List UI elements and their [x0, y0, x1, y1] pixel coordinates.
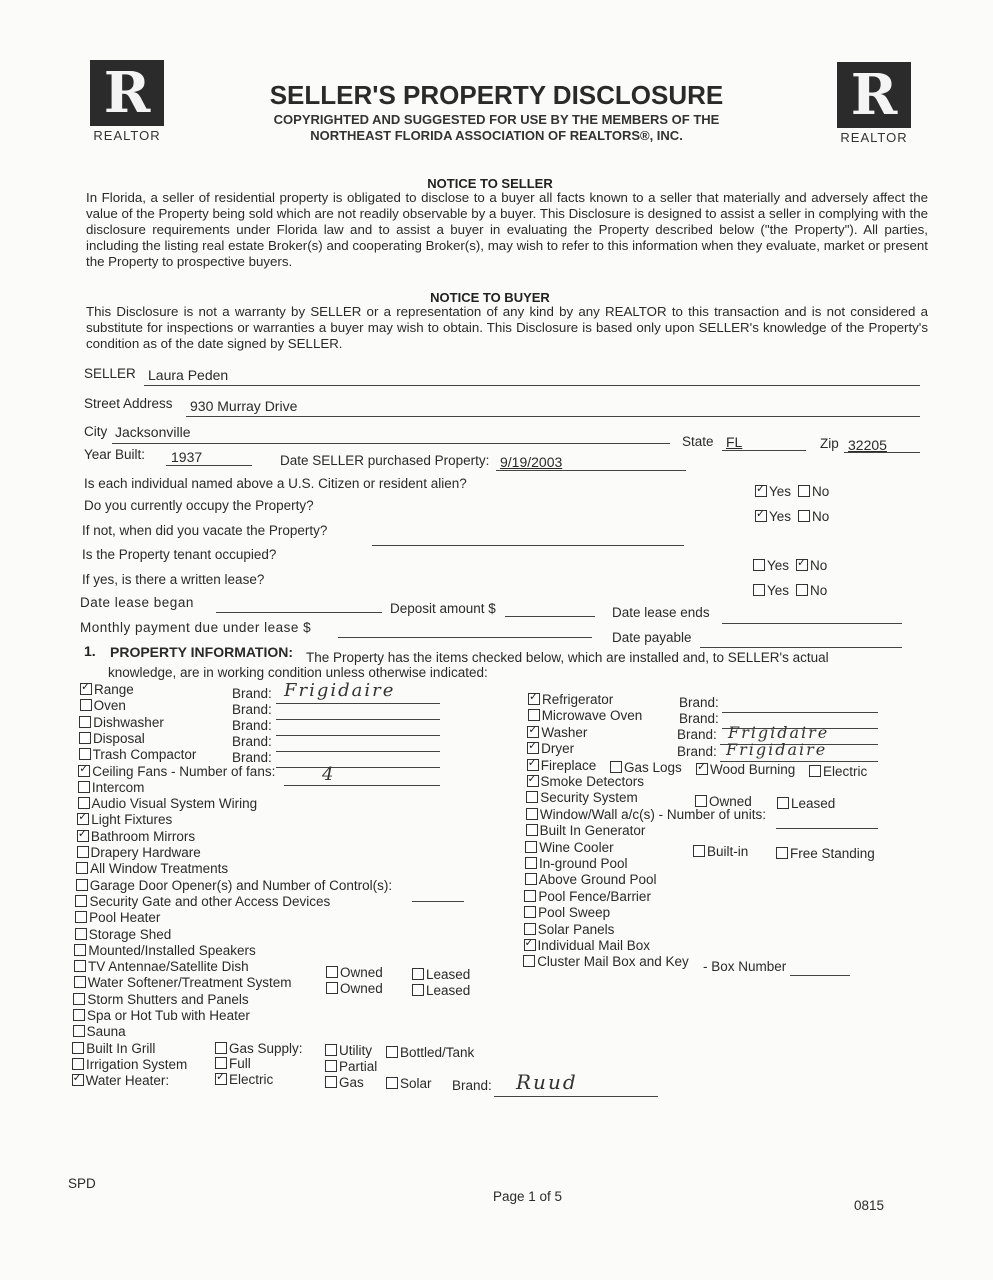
electric-fireplace-option[interactable]: Electric: [809, 764, 867, 779]
citizen-yes-option[interactable]: ✓Yes: [755, 484, 791, 499]
ac-units-line: [776, 828, 878, 829]
seller-label: SELLER: [84, 366, 136, 381]
question-tenant: Is the Property tenant occupied?: [82, 547, 277, 562]
lease-no-option[interactable]: No: [796, 583, 827, 598]
street-line: [186, 416, 920, 417]
footer-revision: 0815: [854, 1198, 885, 1213]
item-dryer-checkbox[interactable]: [527, 742, 539, 754]
item-built-in-generator[interactable]: [526, 823, 646, 838]
item-intercom[interactable]: [78, 780, 145, 795]
city-line: [112, 443, 670, 444]
subtitle-line2: NORTHEAST FLORIDA ASSOCIATION OF REALTORS®, INC.: [310, 128, 683, 143]
disposal-brand-line: [276, 751, 440, 752]
occupy-yes-checkbox[interactable]: [755, 510, 767, 522]
zip-label: Zip: [820, 436, 839, 451]
item-wine-cooler-checkbox[interactable]: [525, 841, 537, 853]
state-line: [722, 450, 806, 451]
item-mounted-installed-speakers-label: Mounted/Installed Speakers: [88, 942, 256, 958]
item-range[interactable]: [80, 682, 134, 697]
item-individual-mail-box[interactable]: [524, 938, 651, 953]
item-pool-heater-label: Pool Heater: [89, 910, 161, 926]
item-washer-label: Washer: [541, 724, 588, 740]
item-garage-door-opener[interactable]: [76, 878, 392, 893]
item-bathroom-mirrors-checkbox[interactable]: [77, 830, 89, 842]
item-audio-visual-system-label: Audio Visual System Wiring: [91, 796, 258, 812]
item-individual-mail-box-checkbox[interactable]: [524, 939, 536, 951]
lease-ends-label: Date lease ends: [612, 605, 710, 620]
security-leased-option[interactable]: Leased: [777, 796, 835, 811]
item-water-heater-checkbox[interactable]: [72, 1074, 84, 1086]
item-dishwasher-label: Dishwasher: [93, 714, 164, 730]
purchased-line: [496, 470, 686, 471]
item-tv-antennae-satellite-label: TV Antennae/Satellite Dish: [88, 959, 249, 975]
item-audio-visual-system[interactable]: [78, 796, 258, 811]
item-built-in-generator-label: Built In Generator: [539, 823, 646, 839]
item-garage-door-opener-checkbox[interactable]: [76, 879, 88, 891]
item-tv-antennae-satellite[interactable]: [74, 959, 249, 974]
item-water-heater[interactable]: [72, 1073, 170, 1088]
item-dryer-label: Dryer: [541, 741, 575, 757]
deposit-label: Deposit amount $: [390, 601, 496, 616]
item-water-heater-label: Water Heater:: [85, 1073, 170, 1089]
item-range-checkbox[interactable]: [80, 683, 92, 695]
dishwasher-brand-line: [276, 735, 440, 736]
item-wine-cooler-label: Wine Cooler: [539, 839, 614, 855]
item-refrigerator-label: Refrigerator: [542, 692, 614, 707]
item-washer[interactable]: [527, 725, 587, 740]
softener-leased-option[interactable]: Leased: [412, 983, 470, 998]
occupy-no-option[interactable]: No: [798, 509, 829, 524]
question-lease: If yes, is there a written lease?: [82, 572, 265, 587]
item-oven-checkbox[interactable]: [80, 699, 92, 711]
item-water-softener-treatment-checkbox[interactable]: [74, 976, 86, 988]
tv-owned-option[interactable]: Owned: [326, 965, 383, 980]
item-window-wall-a[interactable]: [526, 807, 766, 822]
utility-checkbox[interactable]: [325, 1044, 337, 1056]
electric-checkbox[interactable]: [215, 1073, 227, 1085]
section1-title: PROPERTY INFORMATION:: [110, 644, 294, 660]
item-cluster-mail-box-label: Cluster Mail Box and Key: [537, 954, 689, 970]
deposit-line: [505, 616, 595, 617]
city-value[interactable]: Jacksonville: [115, 424, 191, 440]
tv-owned-checkbox[interactable]: [326, 966, 338, 978]
softener-owned-checkbox[interactable]: [326, 982, 338, 994]
item-trash-compactor-label: Trash Compactor: [92, 747, 197, 763]
item-individual-mail-box-label: Individual Mail Box: [537, 938, 651, 953]
question-occupy: Do you currently occupy the Property?: [84, 498, 314, 513]
monthly-line: [338, 637, 592, 638]
refrigerator-brand-label: Brand:: [679, 695, 719, 710]
item-in-ground-pool-label: In-ground Pool: [539, 856, 628, 871]
payable-label: Date payable: [612, 630, 692, 645]
item-all-window-treatments-checkbox[interactable]: [76, 862, 88, 874]
full-option[interactable]: Full: [215, 1056, 251, 1071]
item-disposal-checkbox[interactable]: [79, 732, 91, 744]
purchased-value[interactable]: 9/19/2003: [500, 454, 563, 470]
washer-brand-value[interactable]: Frigidaire: [728, 723, 830, 742]
item-smoke-detectors[interactable]: [527, 774, 645, 789]
item-fireplace[interactable]: [527, 758, 597, 773]
disposal-brand-label: Brand:: [232, 734, 272, 749]
item-built-in-grill-label: Built In Grill: [86, 1040, 156, 1056]
item-mounted-installed-speakers-checkbox[interactable]: [74, 944, 86, 956]
street-value[interactable]: 930 Murray Drive: [190, 398, 298, 414]
item-storage-shed-checkbox[interactable]: [75, 928, 87, 940]
oven-brand-line: [276, 719, 440, 720]
gas-supply-checkbox[interactable]: [215, 1042, 227, 1054]
item-storage-shed[interactable]: [75, 927, 172, 942]
gas-option[interactable]: Gas: [325, 1075, 364, 1090]
item-above-ground-pool[interactable]: [525, 872, 657, 887]
item-pool-heater-checkbox[interactable]: [75, 911, 87, 923]
softener-owned-option[interactable]: Owned: [326, 981, 383, 996]
item-ceiling-fans-number[interactable]: [78, 764, 275, 779]
realtor-logo-left-text: REALTOR: [93, 128, 161, 143]
item-built-in-generator-checkbox[interactable]: [526, 824, 538, 836]
item-light-fixtures[interactable]: [77, 812, 172, 827]
seller-line: [144, 385, 920, 386]
item-pool-fence-barrier[interactable]: [524, 889, 651, 904]
purchased-label: Date SELLER purchased Property:: [280, 453, 490, 468]
city-label: City: [84, 424, 108, 439]
item-security-system-checkbox[interactable]: [526, 791, 538, 803]
item-irrigation-system-label: Irrigation System: [85, 1056, 188, 1072]
item-intercom-checkbox[interactable]: [78, 781, 90, 793]
tenant-no-option[interactable]: ✓ No: [796, 558, 827, 573]
item-spa-or-hot-checkbox[interactable]: [73, 1009, 85, 1021]
electric-option[interactable]: ✓Electric: [215, 1072, 273, 1087]
item-spa-or-hot[interactable]: [73, 1008, 250, 1023]
water-heater-brand-label: Brand:: [452, 1078, 492, 1093]
item-pool-sweep-checkbox[interactable]: [524, 906, 536, 918]
occupy-yes-option[interactable]: ✓Yes: [755, 509, 791, 524]
notice-seller-title: NOTICE TO SELLER: [427, 176, 553, 191]
trash-brand-label: Brand:: [232, 750, 272, 765]
range-brand-value[interactable]: Frigidaire: [284, 680, 396, 701]
gas-logs-checkbox[interactable]: [610, 761, 622, 773]
lease-ends-line: [722, 623, 902, 624]
item-window-wall-a-checkbox[interactable]: [526, 808, 538, 820]
item-above-ground-pool-label: Above Ground Pool: [538, 872, 657, 888]
citizen-no-checkbox[interactable]: [798, 485, 810, 497]
wine-free-standing-option[interactable]: Free Standing: [776, 846, 875, 861]
bottled-option[interactable]: Bottled/Tank: [386, 1045, 474, 1060]
item-microwave-oven-label: Microwave Oven: [541, 708, 643, 724]
item-fireplace-checkbox[interactable]: [527, 759, 539, 771]
wine-free-standing-checkbox[interactable]: [776, 847, 788, 859]
utility-option[interactable]: Utility: [325, 1043, 372, 1058]
item-solar-panels-label: Solar Panels: [537, 921, 615, 937]
item-in-ground-pool[interactable]: [525, 856, 628, 871]
subtitle-line1: COPYRIGHTED AND SUGGESTED FOR USE BY THE MEMBERS OF THE: [273, 112, 720, 127]
state-value[interactable]: FL: [726, 434, 743, 450]
wine-built-in-option[interactable]: Built-in: [693, 844, 748, 859]
tenant-yes-checkbox[interactable]: [753, 559, 765, 571]
bottled-checkbox[interactable]: [386, 1046, 398, 1058]
item-security-system[interactable]: [526, 790, 638, 805]
range-brand-line: [276, 703, 440, 704]
item-cluster-mail-box[interactable]: [523, 954, 689, 969]
item-light-fixtures-label: Light Fixtures: [91, 812, 173, 828]
trash-brand-line: [276, 767, 440, 768]
year-built-line: [166, 465, 252, 466]
tv-leased-checkbox[interactable]: [412, 968, 424, 980]
range-brand-label: Brand:: [232, 686, 272, 701]
realtor-logo-right-text: REALTOR: [840, 130, 908, 145]
item-storm-shutters-and-checkbox[interactable]: [73, 993, 85, 1005]
lease-no-checkbox[interactable]: [796, 584, 808, 596]
wine-built-in-checkbox[interactable]: [693, 845, 705, 857]
solar-option[interactable]: Solar: [386, 1076, 432, 1091]
item-fireplace-label: Fireplace: [540, 757, 597, 773]
item-oven-label: Oven: [93, 698, 126, 714]
item-washer-checkbox[interactable]: [527, 726, 539, 738]
item-built-in-grill-checkbox[interactable]: [72, 1042, 84, 1054]
item-trash-compactor-checkbox[interactable]: [79, 748, 91, 760]
item-water-softener-treatment[interactable]: [74, 975, 292, 990]
seller-value[interactable]: Laura Peden: [148, 367, 229, 383]
item-garage-door-opener-label: Garage Door Opener(s) and Number of Control(s):: [89, 877, 393, 893]
lease-began-label: Date lease began: [80, 595, 194, 610]
dishwasher-brand-label: Brand:: [232, 718, 272, 733]
refrigerator-brand-line: [722, 712, 878, 713]
tenant-no-checkbox[interactable]: [796, 559, 808, 571]
security-leased-checkbox[interactable]: [777, 797, 789, 809]
question-vacate: If not, when did you vacate the Property?: [82, 523, 328, 538]
item-spa-or-hot-label: Spa or Hot Tub with Heater: [87, 1008, 250, 1023]
item-bathroom-mirrors-label: Bathroom Mirrors: [90, 828, 196, 844]
payable-line: [700, 647, 902, 648]
item-trash-compactor[interactable]: [79, 747, 197, 762]
washer-brand-label: Brand:: [677, 727, 717, 742]
item-dishwasher[interactable]: [79, 715, 164, 730]
lease-yes-option[interactable]: Yes: [753, 583, 789, 598]
state-label: State: [682, 434, 714, 449]
item-ceiling-fans-number-label: Ceiling Fans - Number of fans:: [92, 763, 276, 779]
item-all-window-treatments[interactable]: [76, 861, 228, 876]
item-smoke-detectors-label: Smoke Detectors: [540, 774, 645, 789]
footer-form-code: SPD: [68, 1176, 96, 1191]
item-all-window-treatments-label: All Window Treatments: [90, 861, 229, 877]
tv-leased-option[interactable]: Leased: [412, 967, 470, 982]
zip-line: [844, 452, 920, 453]
section1-intro-a: The Property has the items checked below, which are installed and, to SELLER's actual: [306, 650, 829, 665]
tenant-yes-option[interactable]: Yes: [753, 558, 789, 573]
item-light-fixtures-checkbox[interactable]: [77, 813, 89, 825]
security-owned-checkbox[interactable]: [695, 795, 707, 807]
item-ceiling-fans-number-checkbox[interactable]: [78, 765, 90, 777]
solar-checkbox[interactable]: [386, 1077, 398, 1089]
box-number-label: - Box Number: [703, 959, 787, 974]
item-dishwasher-checkbox[interactable]: [79, 716, 91, 728]
item-security-gate-and-label: Security Gate and other Access Devices: [89, 893, 331, 909]
item-range-label: Range: [94, 682, 134, 697]
item-pool-fence-barrier-checkbox[interactable]: [524, 890, 536, 902]
occupy-no-checkbox[interactable]: [798, 510, 810, 522]
footer-page-number: Page 1 of 5: [493, 1189, 563, 1204]
item-security-system-label: Security System: [540, 790, 638, 806]
full-checkbox[interactable]: [215, 1057, 227, 1069]
citizen-yes-checkbox[interactable]: [755, 485, 767, 497]
item-built-in-grill[interactable]: [72, 1041, 155, 1056]
oven-brand-label: Brand:: [232, 702, 272, 717]
item-bathroom-mirrors[interactable]: [77, 829, 195, 844]
item-window-wall-a-label: Window/Wall a/c(s) - Number of units:: [539, 806, 766, 822]
item-mounted-installed-speakers[interactable]: [74, 943, 255, 958]
dryer-brand-value[interactable]: Frigidaire: [726, 740, 828, 759]
ceiling-fans-count[interactable]: 4: [322, 764, 336, 785]
notice-buyer-title: NOTICE TO BUYER: [430, 290, 550, 305]
item-pool-sweep[interactable]: [524, 905, 610, 920]
water-heater-brand-line: [494, 1096, 658, 1097]
item-disposal[interactable]: [79, 731, 145, 746]
year-built-label: Year Built:: [84, 447, 146, 462]
gas-checkbox[interactable]: [325, 1076, 337, 1088]
notice-seller-text: In Florida, a seller of residential property is obligated to disclose to a buyer all facts known to a seller that materially and adversely affect the value of the Property being sold which are not readily observable by a buyer. This Disclosure is designed to assist a seller in complying with the disclosure requirements under Florida law and to assist a buyer in evaluating the Property described below ("the Property"). All parties, including the listing real estate Broker(s) and cooperating Broker(s), may wish to refer to this information when they evaluate, market or present the Property to prospective buyers.: [86, 190, 928, 269]
item-drapery-hardware-label: Drapery Hardware: [90, 845, 201, 860]
notice-buyer-text: This Disclosure is not a warranty by SELLER or a representation of any kind by any REALTOR to this transaction and is not considered a substitute for inspections or warranties a buyer may wish to obtain. This Disclosure is based only upon SELLER's knowledge of the Property's condition as of the date signed by SELLER.: [86, 304, 928, 351]
wood-burning-checkbox[interactable]: [696, 763, 708, 775]
zip-value[interactable]: 32205: [848, 437, 887, 453]
item-intercom-label: Intercom: [91, 779, 145, 795]
ceiling-fans-line: [284, 785, 440, 786]
box-number-line: [790, 975, 850, 976]
section1-intro-b: knowledge, are in working condition unless otherwise indicated:: [108, 665, 488, 680]
item-wine-cooler[interactable]: [525, 840, 613, 855]
item-solar-panels[interactable]: [524, 922, 615, 937]
item-microwave-oven-checkbox[interactable]: [528, 709, 540, 721]
item-drapery-hardware[interactable]: [77, 845, 201, 860]
gas-logs-option[interactable]: Gas Logs: [610, 760, 682, 775]
item-security-gate-and-checkbox[interactable]: [75, 895, 87, 907]
street-label: Street Address: [84, 396, 173, 411]
wood-burning-option[interactable]: ✓ Wood Burning: [696, 762, 795, 777]
security-owned-option[interactable]: Owned: [695, 794, 752, 809]
item-sauna-checkbox[interactable]: [73, 1025, 85, 1037]
item-irrigation-system-checkbox[interactable]: [72, 1058, 84, 1070]
year-built-value[interactable]: 1937: [171, 449, 203, 465]
gas-supply-option[interactable]: Gas Supply:: [215, 1041, 303, 1056]
item-storm-shutters-and-label: Storm Shutters and Panels: [87, 991, 249, 1007]
partial-checkbox[interactable]: [325, 1060, 337, 1072]
item-refrigerator-checkbox[interactable]: [528, 693, 540, 705]
item-solar-panels-checkbox[interactable]: [524, 923, 536, 935]
item-microwave-oven[interactable]: [528, 708, 643, 723]
electric-fireplace-checkbox[interactable]: [809, 765, 821, 777]
item-drapery-hardware-checkbox[interactable]: [77, 846, 89, 858]
item-sauna-label: Sauna: [86, 1024, 126, 1040]
item-storage-shed-label: Storage Shed: [88, 926, 172, 942]
lease-began-line: [216, 612, 382, 613]
vacate-line: [372, 545, 684, 546]
item-audio-visual-system-checkbox[interactable]: [78, 797, 90, 809]
item-disposal-label: Disposal: [92, 730, 145, 746]
item-pool-sweep-label: Pool Sweep: [538, 905, 611, 921]
garage-controls-line: [412, 901, 464, 902]
item-security-gate-and[interactable]: [75, 894, 330, 909]
question-citizen: Is each individual named above a U.S. Citizen or resident alien?: [84, 476, 467, 491]
citizen-no-option[interactable]: No: [798, 484, 829, 499]
item-oven[interactable]: [80, 698, 126, 713]
section1-number: 1.: [84, 643, 96, 659]
realtor-logo-right: R REALTOR: [837, 62, 911, 142]
item-in-ground-pool-checkbox[interactable]: [525, 857, 537, 869]
partial-option[interactable]: Partial: [325, 1059, 377, 1074]
item-sauna[interactable]: [73, 1024, 126, 1039]
softener-leased-checkbox[interactable]: [412, 984, 424, 996]
microwave-brand-label: Brand:: [679, 711, 719, 726]
item-irrigation-system[interactable]: [72, 1057, 187, 1072]
item-cluster-mail-box-checkbox[interactable]: [523, 955, 535, 967]
item-smoke-detectors-checkbox[interactable]: [527, 775, 539, 787]
document-title: SELLER'S PROPERTY DISCLOSURE: [269, 80, 724, 110]
dryer-brand-label: Brand:: [677, 744, 717, 759]
item-water-softener-treatment-label: Water Softener/Treatment System: [87, 975, 292, 991]
item-dryer[interactable]: [527, 741, 574, 756]
item-tv-antennae-satellite-checkbox[interactable]: [74, 960, 86, 972]
item-above-ground-pool-checkbox[interactable]: [525, 873, 537, 885]
item-pool-fence-barrier-label: Pool Fence/Barrier: [538, 888, 651, 904]
realtor-logo-left: R REALTOR: [90, 60, 164, 140]
item-pool-heater[interactable]: [75, 910, 160, 925]
item-storm-shutters-and[interactable]: [73, 992, 248, 1007]
lease-yes-checkbox[interactable]: [753, 584, 765, 596]
water-heater-brand-value[interactable]: Ruud: [516, 1070, 578, 1094]
monthly-label: Monthly payment due under lease $: [80, 620, 312, 635]
item-refrigerator[interactable]: [528, 692, 613, 707]
